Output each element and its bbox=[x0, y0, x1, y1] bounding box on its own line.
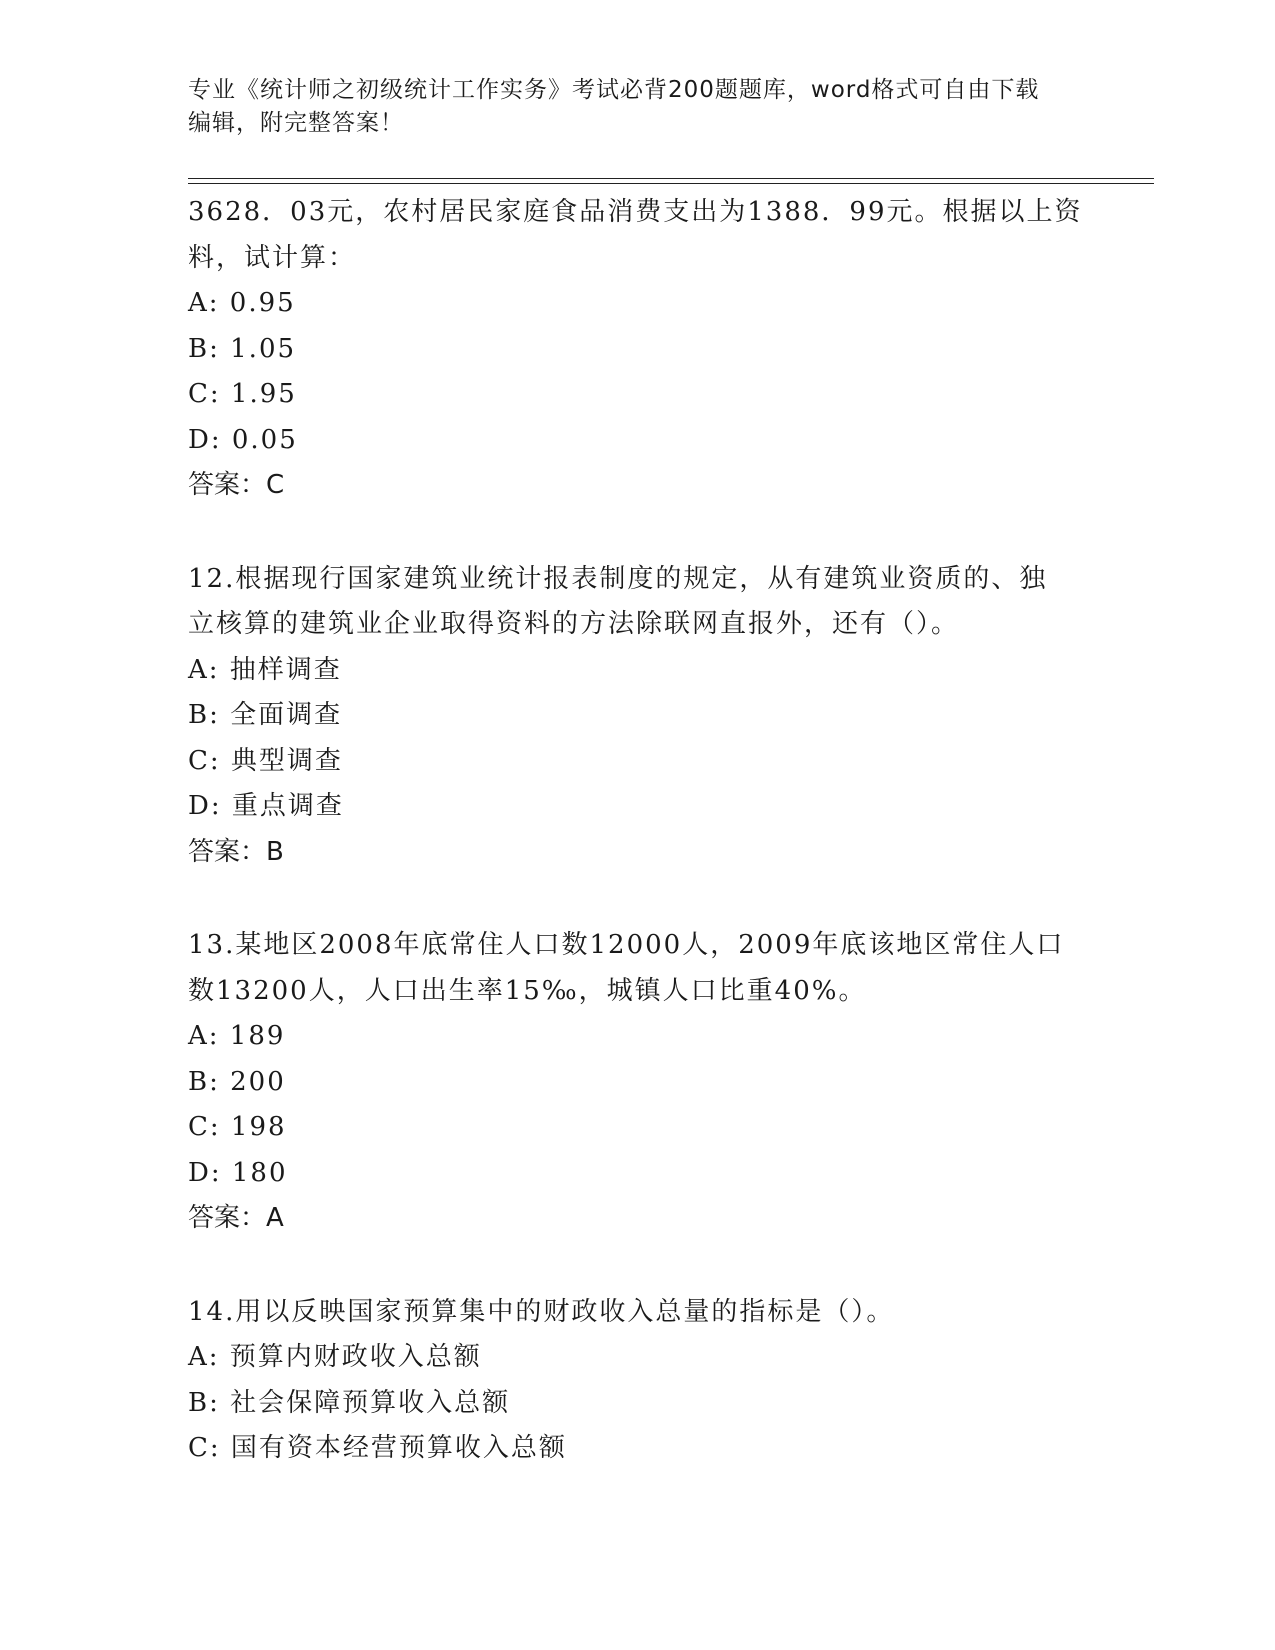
spacer bbox=[188, 509, 1088, 557]
question-11 bbox=[188, 190, 1088, 509]
spacer bbox=[188, 875, 1088, 923]
option-a: A: 抽样调查 bbox=[188, 654, 342, 685]
header-divider-top bbox=[188, 178, 1154, 179]
header-line-1: 专业《统计师之初级统计工作实务》考试必背200题题库，word格式可自由下载 bbox=[188, 77, 1040, 103]
option-a: A: 0.95 bbox=[188, 288, 296, 318]
answer: 答案：A bbox=[188, 1203, 284, 1233]
question-text-line: 料，试计算： bbox=[188, 242, 357, 273]
option-a: A: 预算内财政收入总额 bbox=[188, 1342, 482, 1372]
option-b: B: 200 bbox=[188, 1066, 286, 1097]
option-c: C: 1.95 bbox=[188, 379, 297, 409]
option-d: D: 0.05 bbox=[188, 424, 298, 455]
question-13 bbox=[188, 923, 1088, 1242]
option-c: C: 198 bbox=[188, 1112, 287, 1142]
question-text-line: 立核算的建筑业企业取得资料的方法除联网直报外，还有（）。 bbox=[188, 609, 960, 639]
spacer bbox=[188, 1242, 1088, 1290]
answer: 答案：B bbox=[188, 836, 284, 867]
option-b: B: 社会保障预算收入总额 bbox=[188, 1387, 511, 1418]
header-divider-bottom bbox=[188, 183, 1154, 184]
answer: 答案：C bbox=[188, 470, 285, 500]
question-text-line: 12.根据现行国家建筑业统计报表制度的规定，从有建筑业资质的、独 bbox=[188, 563, 1048, 594]
document-header bbox=[188, 74, 1088, 140]
question-text-line: 数13200人，人口出生率15‰，城镇人口比重40%。 bbox=[188, 975, 867, 1006]
question-14 bbox=[188, 1290, 1088, 1472]
question-text-line: 3628．03元，农村居民家庭食品消费支出为1388．99元。根据以上资 bbox=[188, 197, 1083, 227]
question-list bbox=[188, 190, 1088, 1472]
header-line-2: 编辑，附完整答案！ bbox=[188, 110, 404, 136]
question-text-line: 13.某地区2008年底常住人口数12000人，2009年底该地区常住人口 bbox=[188, 930, 1065, 960]
option-a: A: 189 bbox=[188, 1021, 286, 1051]
option-b: B: 全面调查 bbox=[188, 700, 343, 730]
question-text-line: 14.用以反映国家预算集中的财政收入总量的指标是（）。 bbox=[188, 1296, 895, 1327]
option-c: C: 典型调查 bbox=[188, 745, 343, 776]
option-b: B: 1.05 bbox=[188, 333, 297, 364]
question-12 bbox=[188, 557, 1088, 876]
option-d: D: 重点调查 bbox=[188, 791, 344, 821]
option-c: C: 国有资本经营预算收入总额 bbox=[188, 1433, 567, 1463]
option-d: D: 180 bbox=[188, 1157, 288, 1188]
